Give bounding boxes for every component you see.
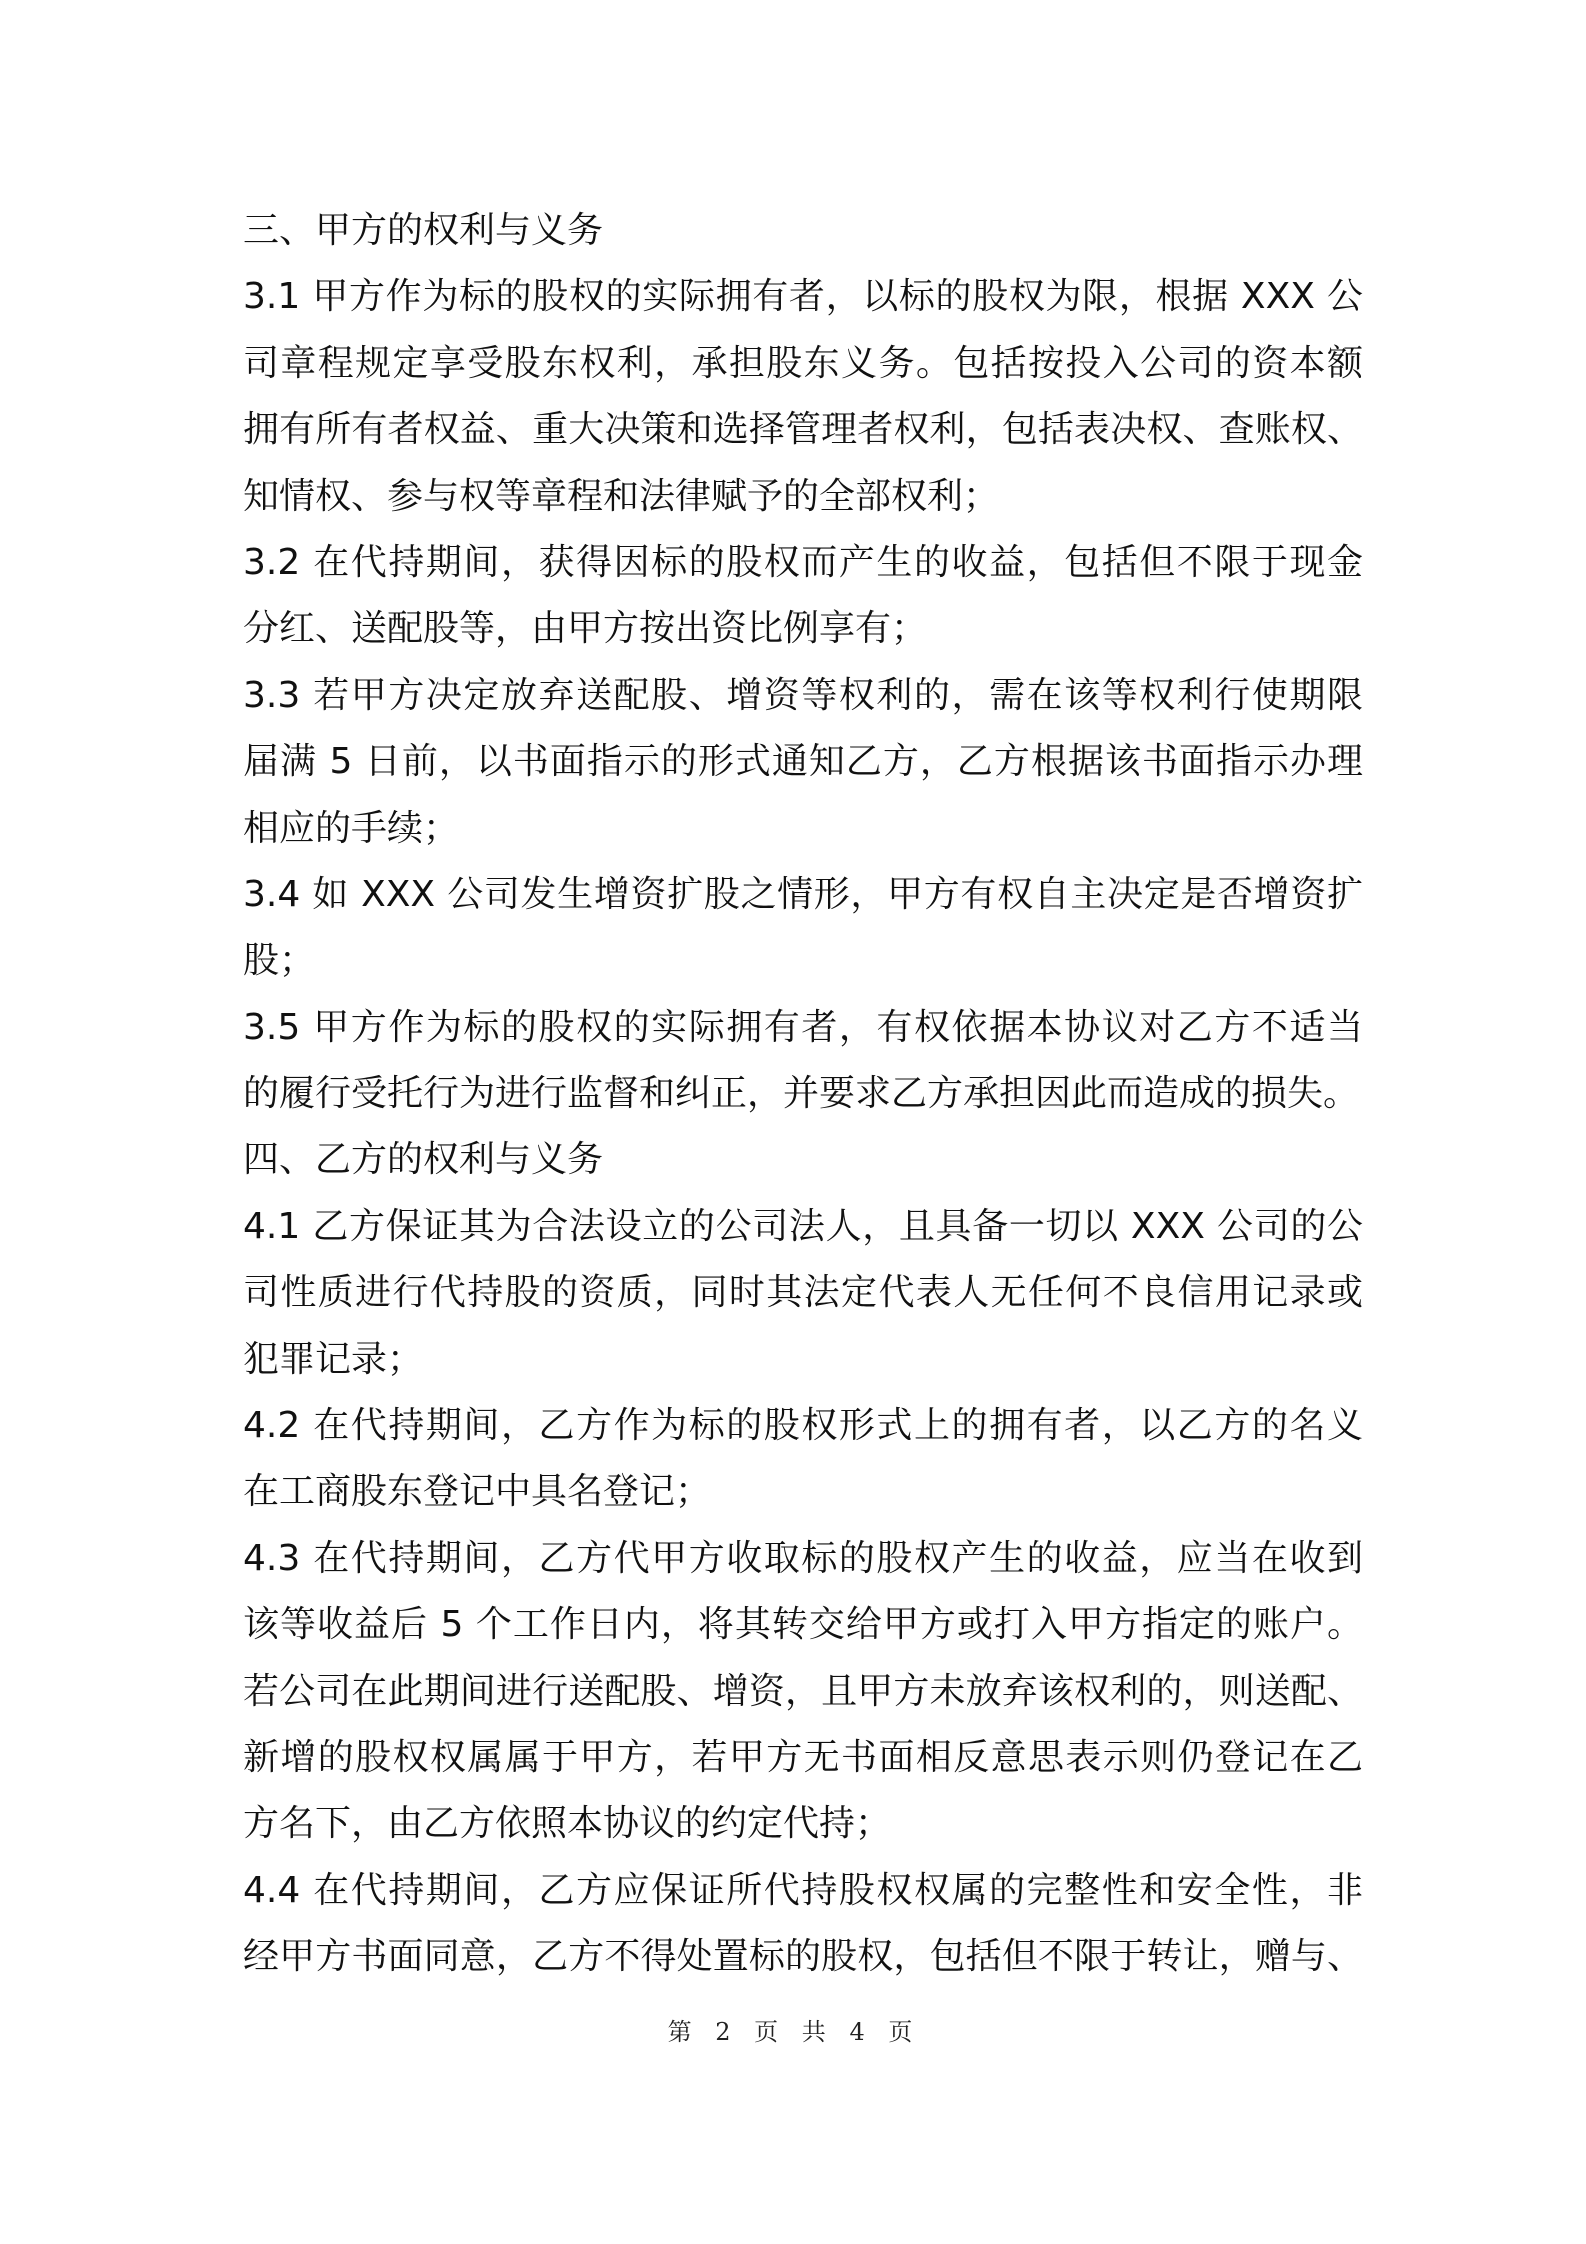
text-line: 该等收益后 5 个工作日内，将其转交给甲方或打入甲方指定的账户。: [243, 1604, 1363, 1646]
text-line: 3.2 在代持期间，获得因标的股权而产生的收益，包括但不限于现金: [243, 541, 1363, 583]
text-line: 三、甲方的权利与义务: [243, 210, 604, 251]
text-line: 的履行受托行为进行监督和纠正，并要求乙方承担因此而造成的损失。: [243, 1073, 1360, 1115]
page-number-footer: 第 2 页 共 4 页: [667, 2018, 919, 2046]
text-line: 新增的股权权属属于甲方，若甲方无书面相反意思表示则仍登记在乙: [243, 1736, 1363, 1778]
text-line: 4.3 在代持期间，乙方代甲方收取标的股权产生的收益，应当在收到: [243, 1537, 1363, 1579]
text-line: 3.4 如 XXX 公司发生增资扩股之情形，甲方有权自主决定是否增资扩: [243, 873, 1363, 915]
text-line: 知情权、参与权等章程和法律赋予的全部权利；: [243, 475, 1000, 517]
text-line: 相应的手续；: [243, 807, 460, 849]
text-line: 方名下，由乙方依照本协议的约定代持；: [243, 1803, 892, 1845]
text-line: 犯罪记录；: [243, 1338, 424, 1380]
text-line: 3.1 甲方作为标的股权的实际拥有者，以标的股权为限，根据 XXX 公: [243, 276, 1363, 318]
text-line: 四、乙方的权利与义务: [243, 1139, 604, 1181]
text-line: 4.1 乙方保证其为合法设立的公司法人，且具备一切以 XXX 公司的公: [243, 1205, 1363, 1247]
text-line: 4.4 在代持期间，乙方应保证所代持股权权属的完整性和安全性，非: [243, 1869, 1363, 1911]
text-line: 拥有所有者权益、重大决策和选择管理者权利，包括表决权、查账权、: [243, 409, 1363, 451]
text-line: 3.3 若甲方决定放弃送配股、增资等权利的，需在该等权利行使期限: [243, 674, 1363, 716]
text-line: 司性质进行代持股的资质，同时其法定代表人无任何不良信用记录或: [243, 1272, 1363, 1314]
text-line: 在工商股东登记中具名登记；: [243, 1471, 712, 1513]
text-line: 股；: [243, 940, 316, 982]
text-line: 4.2 在代持期间，乙方作为标的股权形式上的拥有者，以乙方的名义: [243, 1405, 1363, 1447]
text-line: 3.5 甲方作为标的股权的实际拥有者，有权依据本协议对乙方不适当: [243, 1006, 1363, 1048]
text-line: 届满 5 日前，以书面指示的形式通知乙方，乙方根据该书面指示办理: [243, 741, 1363, 783]
text-line: 司章程规定享受股东权利，承担股东义务。包括按投入公司的资本额: [243, 342, 1363, 384]
document-body: [243, 198, 1363, 1991]
text-line: 经甲方书面同意，乙方不得处置标的股权，包括但不限于转让，赠与、: [243, 1936, 1363, 1978]
text-line: 分红、送配股等，由甲方按出资比例享有；: [243, 608, 928, 650]
text-line: 若公司在此期间进行送配股、增资，且甲方未放弃该权利的，则送配、: [243, 1670, 1363, 1712]
